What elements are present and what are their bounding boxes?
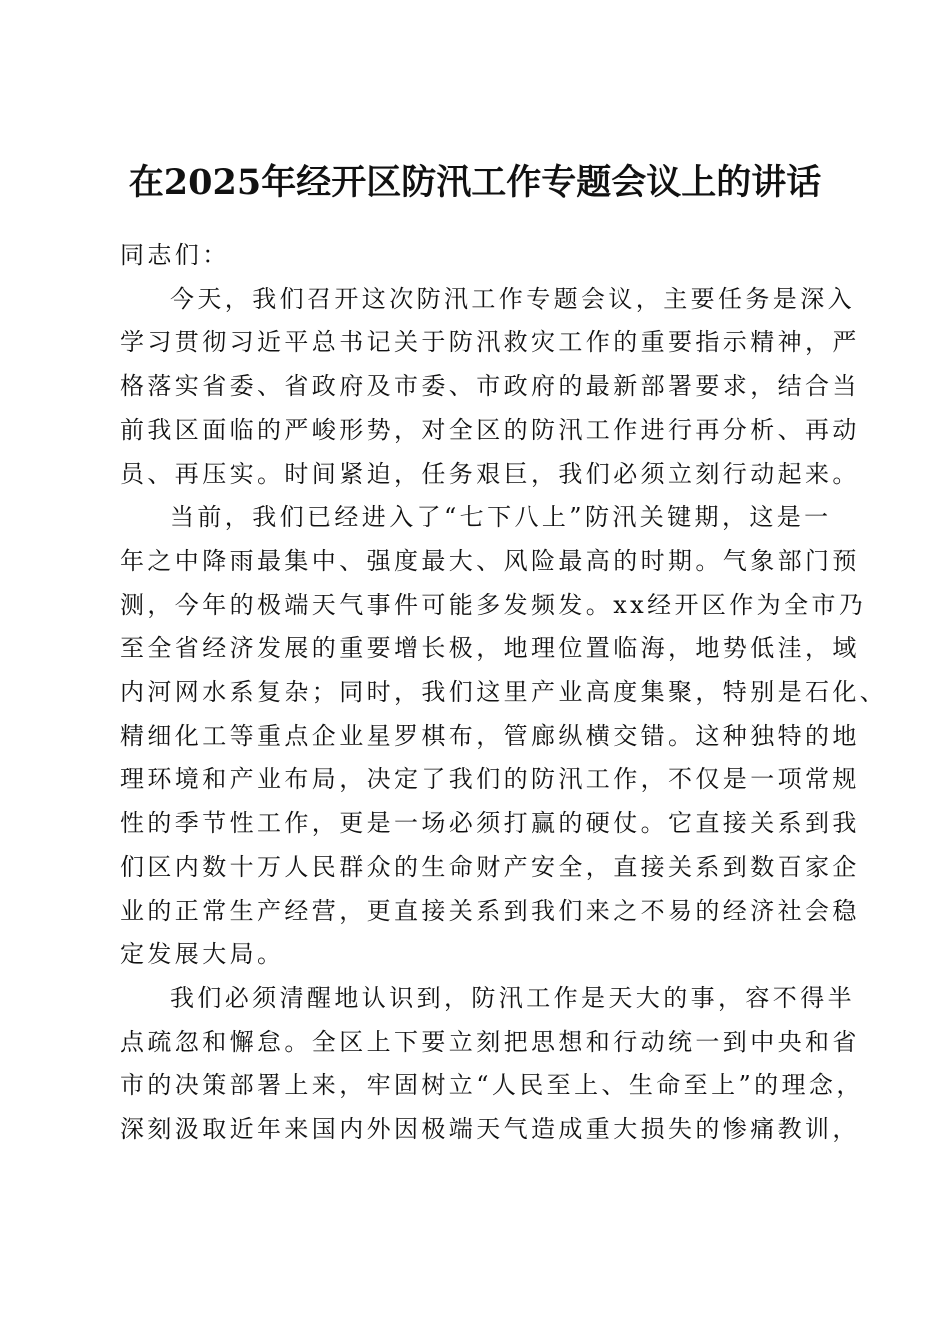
salutation: 同志们：	[120, 241, 230, 269]
document-body	[120, 234, 888, 1152]
paragraph-line: 当前，我们已经进入了“七下八上”防汛关键期，这是一	[170, 503, 832, 532]
paragraph-line: 测，今年的极端天气事件可能多发频发。xx经开区作为全市乃	[120, 590, 867, 619]
paragraph-2	[120, 496, 888, 977]
paragraph-line: 前我区面临的严峻形势，对全区的防汛工作进行再分析、再动	[120, 415, 860, 444]
paragraph-1	[120, 278, 860, 497]
paragraph-line: 点疏忽和懈怠。全区上下要立刻把思想和行动统一到中央和省	[120, 1027, 860, 1056]
paragraph-line: 至全省经济发展的重要增长极，地理位置临海，地势低洼，域	[120, 634, 860, 663]
paragraph-line: 今天，我们召开这次防汛工作专题会议，主要任务是深入	[170, 284, 855, 313]
paragraph-line: 我们必须清醒地认识到，防汛工作是天大的事，容不得半	[170, 983, 855, 1012]
paragraph-line: 内河网水系复杂；同时，我们这里产业高度集聚，特别是石化、	[120, 678, 888, 707]
paragraph-line: 格落实省委、省政府及市委、市政府的最新部署要求，结合当	[120, 372, 860, 401]
document-title: 在2025年经开区防汛工作专题会议上的讲话	[128, 162, 822, 204]
paragraph-line: 精细化工等重点企业星罗棋布，管廊纵横交错。这种独特的地	[120, 721, 860, 750]
paragraph-line: 性的季节性工作，更是一场必须打赢的硬仗。它直接关系到我	[120, 809, 860, 838]
paragraph-line: 业的正常生产经营，更直接关系到我们来之不易的经济社会稳	[120, 896, 860, 925]
paragraph-3	[120, 977, 864, 1152]
paragraph-line: 们区内数十万人民群众的生命财产安全，直接关系到数百家企	[120, 852, 860, 881]
paragraph-line: 深刻汲取近年来国内外因极端天气造成重大损失的惨痛教训，	[120, 1115, 860, 1144]
paragraph-line: 市的决策部署上来，牢固树立“人民至上、生命至上”的理念，	[120, 1071, 864, 1100]
paragraph-line: 员、再压实。时间紧迫，任务艰巨，我们必须立刻行动起来。	[120, 459, 860, 488]
paragraph-line: 年之中降雨最集中、强度最大、风险最高的时期。气象部门预	[120, 546, 860, 575]
paragraph-line: 定发展大局。	[120, 940, 285, 969]
paragraph-line: 理环境和产业布局，决定了我们的防汛工作，不仅是一项常规	[120, 765, 860, 794]
paragraph-line: 学习贯彻习近平总书记关于防汛救灾工作的重要指示精神，严	[120, 328, 860, 357]
